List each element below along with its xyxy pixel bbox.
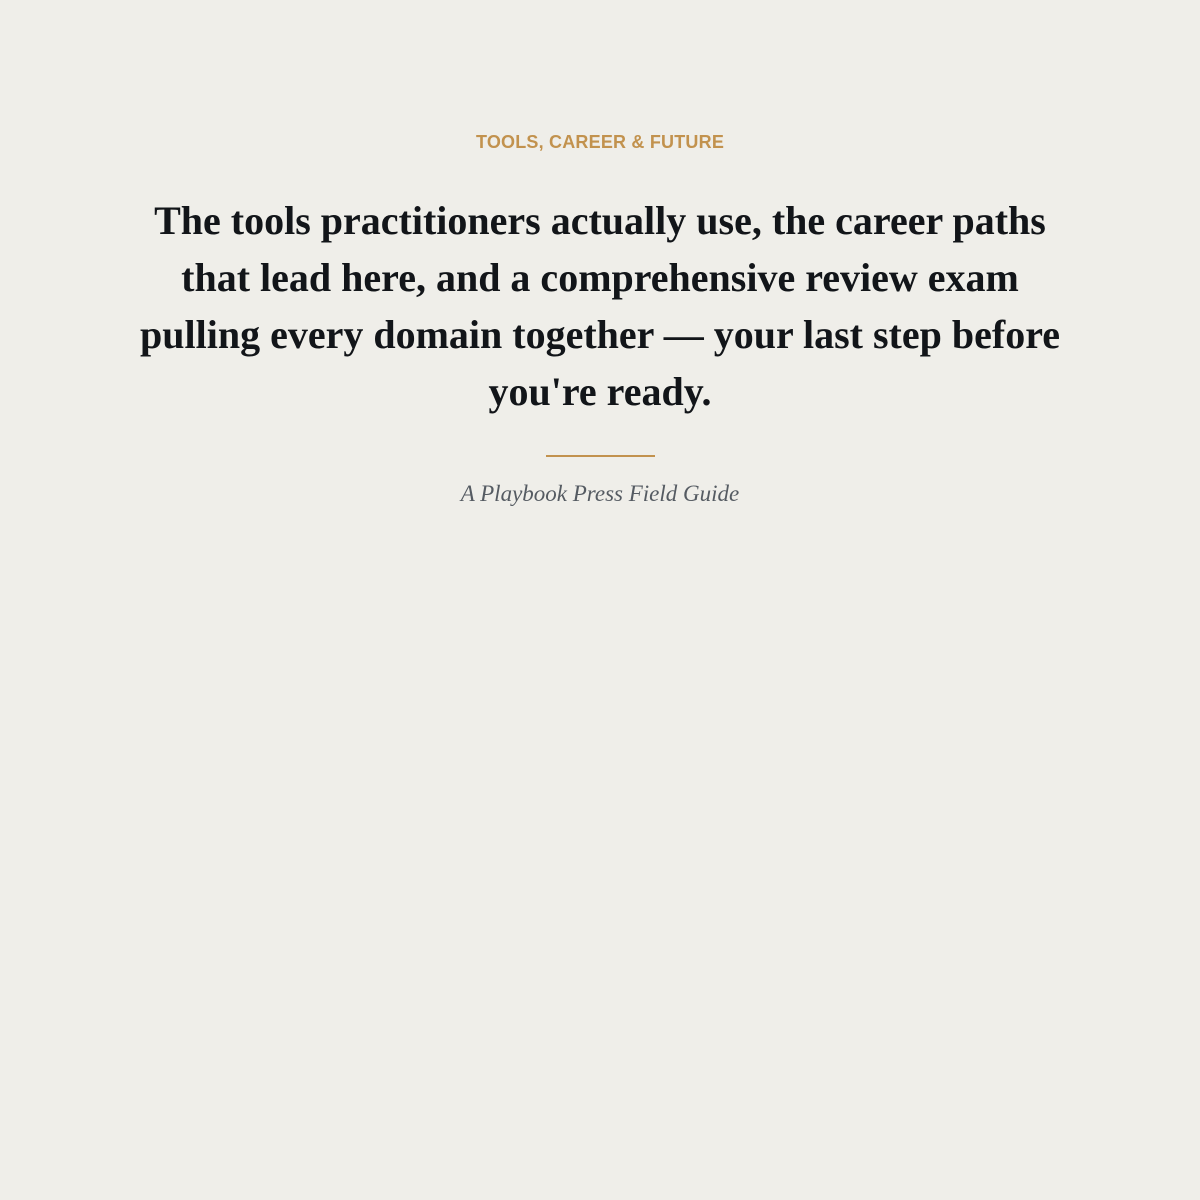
publisher-byline: A Playbook Press Field Guide	[460, 481, 740, 506]
section-eyebrow: TOOLS, CAREER & FUTURE	[475, 132, 725, 152]
accent-divider	[546, 455, 655, 457]
page-headline: The tools practitioners actually use, the career paths that lead here, and a comprehensive review exam pulling every domain together — your last step before you're ready.	[140, 198, 1060, 414]
